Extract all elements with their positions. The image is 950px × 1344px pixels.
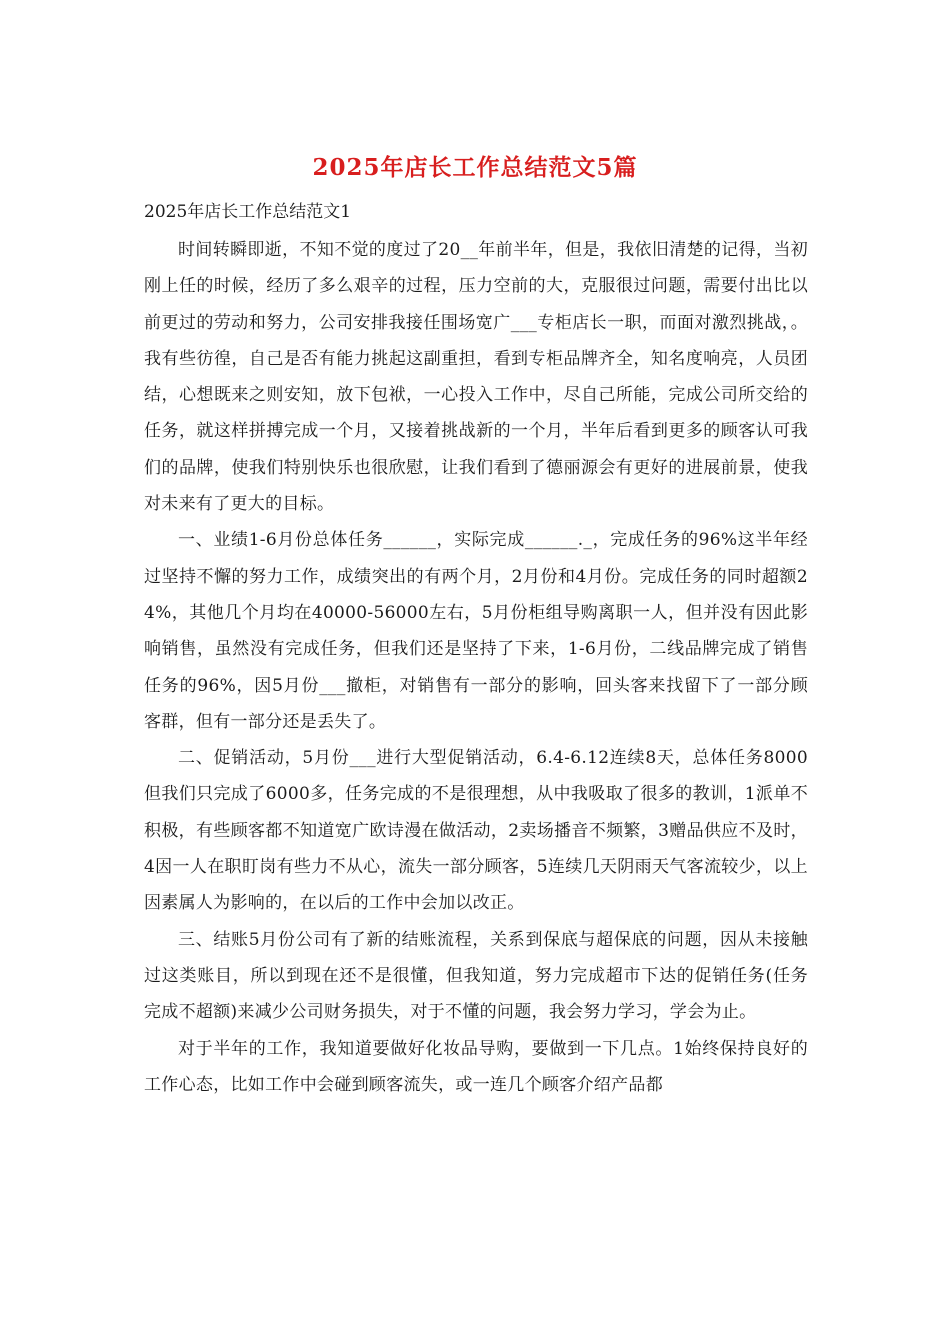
section-heading: 2025年店长工作总结范文1 (144, 202, 352, 222)
paragraph-promotion: 二、促销活动，5月份___进行大型促销活动，6.4-6.12连续8天，总体任务8000但我们只完成了6000多，任务完成的不是很理想，从中我吸取了很多的教训，1派单不积极，有些顾客都不知道宽广欧诗漫在做活动，2卖场播音不频繁，3赠品供应不及时，4因一人在职盯岗有些力不从心，流失一部分顾客，5连续几天阴雨天气客流较少，以上因素属人为影响的，在以后的工作中会加以改正。 (144, 748, 808, 914)
paragraph-summary: 对于半年的工作，我知道要做好化妆品导购，要做到一下几点。1始终保持良好的工作心态，比如工作中会碰到顾客流失，或一连几个顾客介绍产品都 (144, 1038, 808, 1095)
paragraph-performance: 一、业绩1-6月份总体任务______，实际完成______._，完成任务的96%这半年经过坚持不懈的努力工作，成绩突出的有两个月，2月份和4月份。完成任务的同时超额24%，其他几个月均在40000-56000左右，5月份柜组导购离职一人，但并没有因此影响销售，虽然没有完成任务，但我们还是坚持了下来，1-6月份，二线品牌完成了销售任务的96%，因5月份___撤柜，对销售有一部分的影响，回头客来找留下了一部分顾客群，但有一部分还是丢失了。 (144, 530, 808, 732)
paragraph-accounting: 三、结账5月份公司有了新的结账流程，关系到保底与超保底的问题，因从未接触过这类账目，所以到现在还不是很懂，但我知道，努力完成超市下达的促销任务(任务完成不超额)来减少公司财务损失，对于不懂的问题，我会努力学习，学会为止。 (144, 929, 808, 1023)
paragraph-intro: 时间转瞬即逝，不知不觉的度过了20__年前半年，但是，我依旧清楚的记得，当初刚上任的时候，经历了多么艰辛的过程，压力空前的大，克服很过问题，需要付出比以前更过的劳动和努力，公司安排我接任围场宽广___专柜店长一职，而面对激烈挑战，。我有些彷徨，自己是否有能力挑起这副重担，看到专柜品牌齐全，知名度响亮，人员团结，心想既来之则安知，放下包袱，一心投入工作中，尽自己所能，完成公司所交给的任务，就这样拼搏完成一个月，又接着挑战新的一个月，半年后看到更多的顾客认可我们的品牌，使我们特别快乐也很欣慰，让我们看到了德丽源会有更好的进展前景，使我对未来有了更大的目标。 (144, 240, 808, 515)
document-body (144, 232, 808, 1103)
document-title: 2025年店长工作总结范文5篇 (312, 154, 638, 181)
